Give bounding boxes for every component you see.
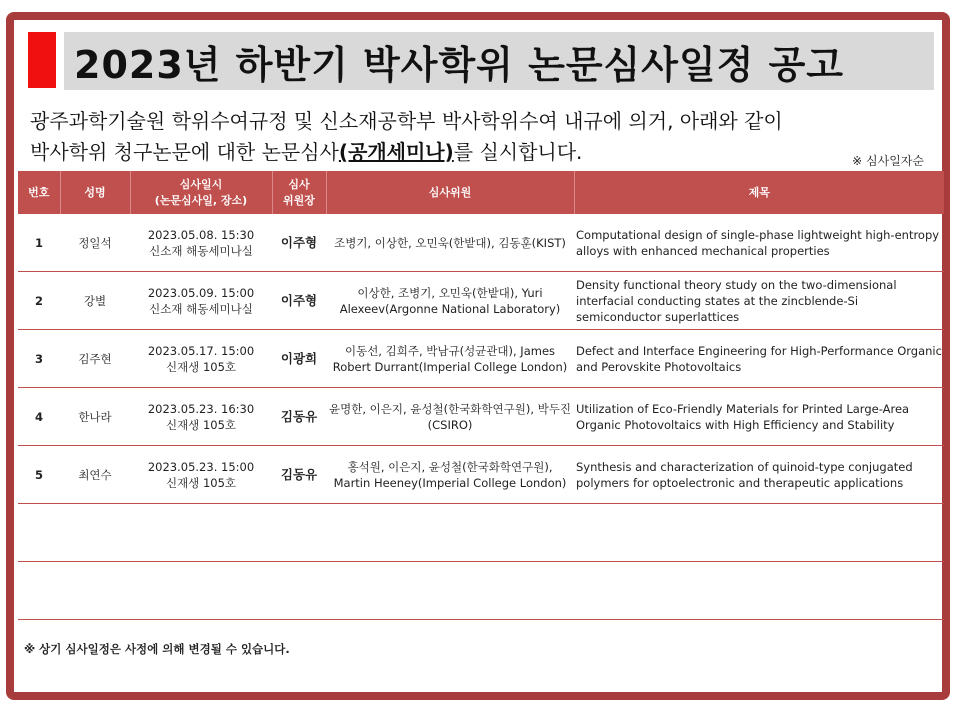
thesis-title: Synthesis and characterization of quinoid-type conjugated polymers for optoelectronic and therapeutic applications bbox=[574, 446, 944, 504]
intro-line-2 bbox=[30, 137, 930, 168]
committee-members: 조병기, 이상한, 오민욱(한밭대), 김동훈(KIST) bbox=[326, 214, 574, 272]
table-row bbox=[18, 446, 944, 504]
defense-datetime: 2023.05.23. 15:00 bbox=[147, 459, 255, 474]
defense-location: 신소재 해동세미나실 bbox=[149, 301, 253, 316]
header-chair-line1: 심사 bbox=[288, 177, 310, 191]
row-number: 1 bbox=[18, 214, 60, 272]
header-datetime-line1: 심사일시 bbox=[179, 177, 223, 191]
committee-chair: 이주형 bbox=[272, 214, 326, 272]
defense-location: 신재생 105호 bbox=[165, 359, 237, 374]
title-bar bbox=[64, 32, 934, 90]
defense-location: 신재생 105호 bbox=[165, 475, 237, 490]
header-number: 번호 bbox=[18, 171, 60, 214]
defense-location: 신재생 105호 bbox=[165, 417, 237, 432]
candidate-name: 강별 bbox=[60, 272, 130, 330]
intro-paragraph bbox=[30, 106, 930, 168]
row-number: 3 bbox=[18, 330, 60, 388]
header-committee: 심사위원 bbox=[326, 171, 574, 214]
empty-cell bbox=[18, 562, 944, 620]
empty-cell bbox=[18, 504, 944, 562]
defense-datetime: 2023.05.09. 15:00 bbox=[147, 285, 255, 300]
row-number: 4 bbox=[18, 388, 60, 446]
defense-location: 신소재 해동세미나실 bbox=[149, 243, 253, 258]
public-seminar-emphasis: (공개세미나) bbox=[338, 140, 454, 164]
header-name: 성명 bbox=[60, 171, 130, 214]
committee-members: 이상한, 조병기, 오민욱(한밭대), Yuri Alexeev(Argonne National Laboratory) bbox=[326, 272, 574, 330]
thesis-title: Computational design of single-phase lightweight high-entropy alloys with enhanced mechanical properties bbox=[574, 214, 944, 272]
table-row bbox=[18, 330, 944, 388]
defense-schedule-table bbox=[18, 171, 944, 678]
sort-order-note: ※ 심사일자순 bbox=[852, 154, 924, 168]
empty-row bbox=[18, 562, 944, 620]
committee-members: 이동선, 김희주, 박남규(성균관대), James Robert Durrant(Imperial College London) bbox=[326, 330, 574, 388]
header-chair-line2: 위원장 bbox=[283, 193, 315, 207]
thesis-title: Defect and Interface Engineering for High-Performance Organic and Perovskite Photovoltaics bbox=[574, 330, 944, 388]
schedule-change-notice: ※ 상기 심사일정은 사정에 의해 변경될 수 있습니다. bbox=[24, 642, 290, 656]
header-chair bbox=[272, 171, 326, 214]
header-datetime bbox=[130, 171, 272, 214]
defense-datetime-location bbox=[130, 330, 272, 388]
defense-datetime-location bbox=[130, 272, 272, 330]
candidate-name: 최연수 bbox=[60, 446, 130, 504]
intro-line-1: 광주과학기술원 학위수여규정 및 신소재공학부 박사학위수여 내규에 의거, 아래와 같이 bbox=[30, 109, 783, 133]
empty-row bbox=[18, 504, 944, 562]
committee-members: 윤명한, 이은지, 윤성철(한국화학연구원), 박두진(CSIRO) bbox=[326, 388, 574, 446]
footer-row bbox=[18, 620, 944, 679]
header-datetime-line2: (논문심사일, 장소) bbox=[154, 193, 248, 207]
committee-chair: 이주형 bbox=[272, 272, 326, 330]
candidate-name: 정일석 bbox=[60, 214, 130, 272]
thesis-title: Utilization of Eco-Friendly Materials for Printed Large-Area Organic Photovoltaics with High Efficiency and Stability bbox=[574, 388, 944, 446]
row-number: 2 bbox=[18, 272, 60, 330]
header-title: 제목 bbox=[574, 171, 944, 214]
table-header-row bbox=[18, 171, 944, 214]
committee-chair: 이광희 bbox=[272, 330, 326, 388]
defense-datetime-location bbox=[130, 214, 272, 272]
defense-datetime-location bbox=[130, 388, 272, 446]
thesis-title: Density functional theory study on the two-dimensional interfacial conducting states at the zincblende-Si semiconductor superlattices bbox=[574, 272, 944, 330]
row-number: 5 bbox=[18, 446, 60, 504]
defense-datetime-location bbox=[130, 446, 272, 504]
table-row bbox=[18, 272, 944, 330]
defense-datetime: 2023.05.23. 16:30 bbox=[147, 401, 255, 416]
page-title: 2023년 하반기 박사학위 논문심사일정 공고 bbox=[74, 42, 845, 87]
committee-chair: 김동유 bbox=[272, 388, 326, 446]
intro-line-2-prefix: 박사학위 청구논문에 대한 논문심사 bbox=[30, 140, 339, 164]
table-row bbox=[18, 388, 944, 446]
defense-datetime: 2023.05.08. 15:30 bbox=[147, 227, 255, 242]
table-row bbox=[18, 214, 944, 272]
committee-members: 홍석원, 이은지, 윤성철(한국화학연구원), Martin Heeney(Imperial College London) bbox=[326, 446, 574, 504]
candidate-name: 한나라 bbox=[60, 388, 130, 446]
title-accent-block bbox=[28, 32, 56, 88]
defense-datetime: 2023.05.17. 15:00 bbox=[147, 343, 255, 358]
committee-chair: 김동유 bbox=[272, 446, 326, 504]
candidate-name: 김주현 bbox=[60, 330, 130, 388]
intro-line-2-suffix: 를 실시합니다. bbox=[453, 140, 583, 164]
